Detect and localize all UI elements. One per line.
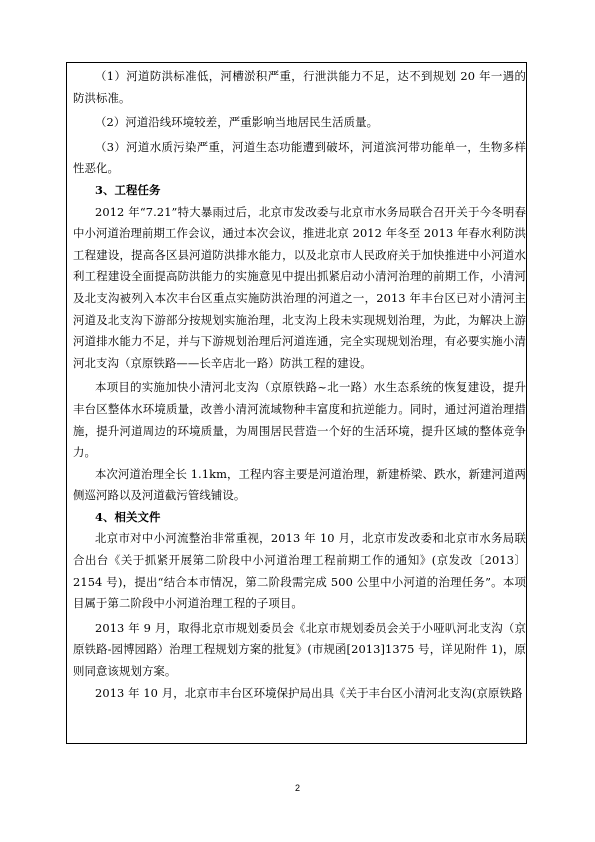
section-heading-related-documents: 4、相关文件 [95,509,161,524]
project-tasks-paragraph-2: 本项目的实施加快小清河北支沟（京原铁路~北一路）水生态系统的恢复建设，提升丰台区整体水环境质量，改善小清河流域物种丰富度和抗逆能力。同时，通过河道治理措施，提升河道周边的环境质量，为周围居民营造一个好的生活环境，提升区域的整体竞争力。 [73,380,526,460]
section-heading-project-tasks: 3、工程任务 [95,182,161,197]
project-tasks-paragraph-3: 本次河道治理全长 1.1km，工程内容主要是河道治理，新建桥梁、跌水，新建河道两侧巡河路以及河道截污管线铺设。 [73,466,526,503]
related-documents-paragraph-2: 2013 年 9 月，取得北京市规划委员会《北京市规划委员会关于小哑叭河北支沟（京原铁路-园博园路）治理工程规划方案的批复》(市规函[2013]1375 号，详见附件 1)，原则同意该规划方案。 [73,620,526,679]
document-body [73,66,526,704]
page-number: 2 [294,783,300,793]
problem-item-3: （3）河道水质污染严重，河道生态功能遭到破坏，河道滨河带功能单一，生物多样性恶化。 [73,139,526,176]
related-documents-paragraph-1: 北京市对中小河流整治非常重视，2013 年 10 月，北京市发改委和北京市水务局联合出台《关于抓紧开展第二阶段中小河道治理工程前期工作的通知》(京发改〔2013〕2154 号)，提出“结合本市情况，第二阶段需完成 500 公里中小河道的治理任务”。本项目属于第二阶段中小河道治理工程的子项目。 [73,531,526,611]
project-tasks-paragraph-1: 2012 年“7.21”特大暴雨过后，北京市发改委与北京市水务局联合召开关于今冬明春中小河道治理前期工作会议，通过本次会议，推进北京 2012 年冬至 2013 年春水利防洪工程建设，提高各区县河道防洪排水能力，以及北京市人民政府关于加快推进中小河道水利工程建设全面提高防洪能力的实施意见中提出抓紧启动小清河治理的前期工作，小清河及北支沟被列入本次丰台区重点实施防洪治理的河道之一，2013 年丰台区已对小清河主河道及北支沟下游部分按规划实施治理，北支沟上段未实现规划治理，为此，为解决上游河道排水能力不足，并与下游规划治理后河道连通，完全实现规划治理，有必要实施小清河北支沟（京原铁路——长辛店北一路）防洪工程的建设。 [73,204,526,370]
problem-item-1: （1）河道防洪标准低，河槽淤积严重，行泄洪能力不足，达不到规划 20 年一遇的防洪标准。 [73,69,526,105]
related-documents-paragraph-3: 2013 年 10 月，北京市丰台区环境保护局出具《关于丰台区小清河北支沟(京原铁路 [95,685,523,700]
problem-item-2: （2）河道沿线环境较差，严重影响当地居民生活质量。 [95,115,379,130]
